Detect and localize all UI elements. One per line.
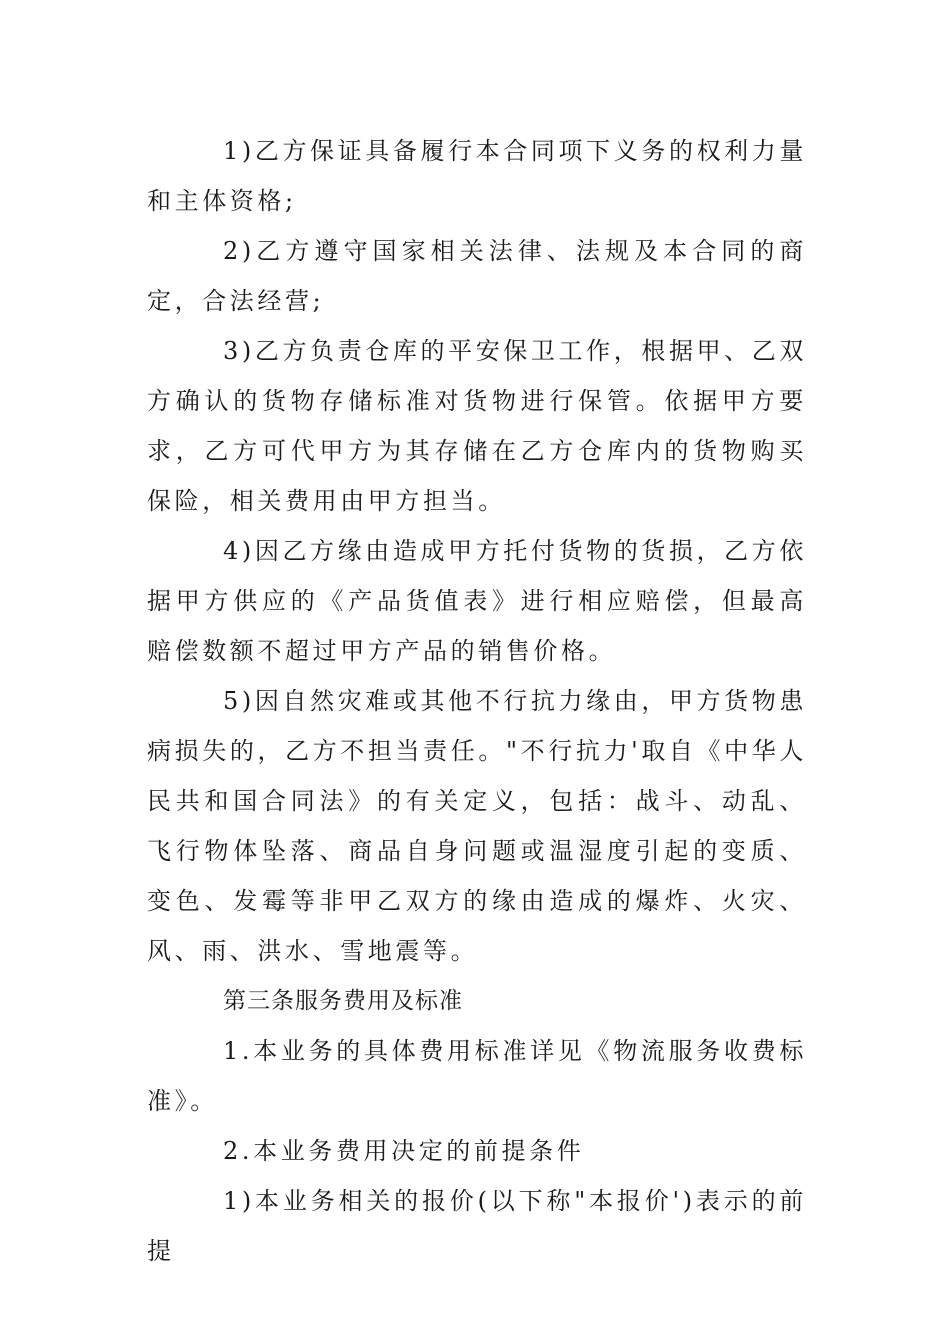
section-heading: 第三条服务费用及标准 [223, 988, 463, 1014]
paragraph-1: 1)乙方保证具备履行本合同项下义务的权利力量和主体资格; [147, 137, 807, 215]
clause-1: 1.本业务的具体费用标准详见《物流服务收费标准》。 [147, 1037, 807, 1115]
paragraph-2: 2)乙方遵守国家相关法律、法规及本合同的商定，合法经营; [147, 237, 807, 315]
document-body [147, 126, 807, 1276]
paragraph-3: 3)乙方负责仓库的平安保卫工作，根据甲、乙双方确认的货物存储标准对货物进行保管。依据甲方要求，乙方可代甲方为其存储在乙方仓库内的货物购买保险，相关费用由甲方担当。 [147, 337, 807, 515]
paragraph-4: 4)因乙方缘由造成甲方托付货物的货损，乙方依据甲方供应的《产品货值表》进行相应赔偿，但最高赔偿数额不超过甲方产品的销售价格。 [147, 537, 807, 665]
clause-3: 1)本业务相关的报价(以下称"本报价')表示的前提 [147, 1187, 807, 1265]
paragraph-5: 5)因自然灾难或其他不行抗力缘由，甲方货物患病损失的，乙方不担当责任。"不行抗力'取自《中华人民共和国合同法》的有关定义，包括：战斗、动乱、飞行物体坠落、商品自身问题或温湿度引起的变质、变色、发霉等非甲乙双方的缘由造成的爆炸、火灾、风、雨、洪水、雪地震等。 [147, 687, 807, 965]
clause-2: 2.本业务费用决定的前提条件 [223, 1137, 585, 1165]
